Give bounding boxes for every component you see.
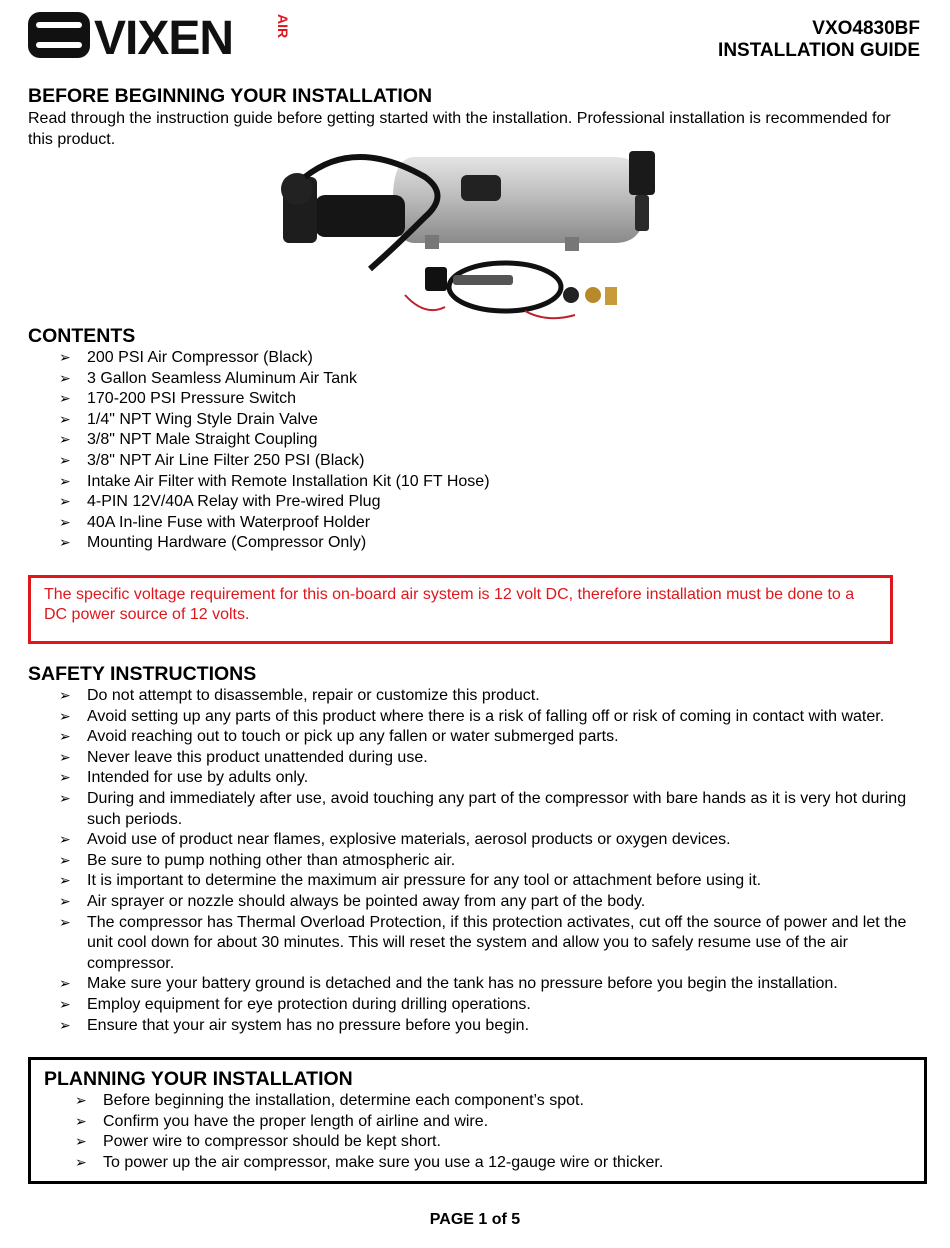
list-item: ➢ Be sure to pump nothing other than atmospheric air. <box>59 851 920 872</box>
safety-heading: SAFETY INSTRUCTIONS <box>28 663 257 685</box>
logo-v-block <box>28 12 90 58</box>
list-item: ➢ 3 Gallon Seamless Aluminum Air Tank <box>59 369 920 390</box>
before-section <box>28 84 920 150</box>
list-item: ➢ 3/8" NPT Air Line Filter 250 PSI (Black) <box>59 451 920 472</box>
list-item: ➢ Air sprayer or nozzle should always be pointed away from any part of the body. <box>59 892 920 913</box>
safety-section <box>28 662 920 1036</box>
list-item: ➢ Power wire to compressor should be kept short. <box>75 1132 912 1153</box>
list-item: ➢ The compressor has Thermal Overload Protection, if this protection activates, cut off the source of power and let the unit cool down for about 30 minutes. This will reset the system and allow you to safely resume use of the air compressor. <box>59 913 920 975</box>
list-item: ➢ 40A In-line Fuse with Waterproof Holder <box>59 513 920 534</box>
list-item: ➢ 170-200 PSI Pressure Switch <box>59 389 920 410</box>
voltage-warning-text: The specific voltage requirement for this on-board air system is 12 volt DC, therefore installation must be done to a DC power source of 12 volts. <box>44 586 855 623</box>
tank-label <box>461 175 501 201</box>
list-item: ➢ Employ equipment for eye protection during drilling operations. <box>59 995 920 1016</box>
planning-list <box>44 1091 912 1173</box>
before-text: Read through the instruction guide before getting started with the installation. Professional installation is recommended for this product. <box>28 110 891 148</box>
safety-list <box>28 686 920 1036</box>
document-header <box>718 18 920 62</box>
list-item: ➢ Mounting Hardware (Compressor Only) <box>59 533 920 554</box>
compressor-motor <box>315 195 405 237</box>
voltage-warning-box <box>28 575 893 644</box>
page-number: PAGE 1 of 5 <box>429 1211 521 1228</box>
list-item: ➢ Intake Air Filter with Remote Installation Kit (10 FT Hose) <box>59 472 920 493</box>
list-item: ➢ Before beginning the installation, determine each component’s spot. <box>75 1091 912 1112</box>
contents-list <box>28 348 920 554</box>
hose-coil <box>449 263 561 311</box>
before-heading: BEFORE BEGINNING YOUR INSTALLATION <box>28 85 433 107</box>
list-item: ➢ Confirm you have the proper length of airline and wire. <box>75 1112 912 1133</box>
logo-brand-text: VIXEN <box>94 12 234 65</box>
list-item: ➢ 3/8" NPT Male Straight Coupling <box>59 430 920 451</box>
list-item: ➢ It is important to determine the maximum air pressure for any tool or attachment before using it. <box>59 871 920 892</box>
planning-heading: PLANNING YOUR INSTALLATION <box>44 1068 353 1090</box>
planning-box <box>28 1057 927 1184</box>
logo-air-text: AIR <box>275 14 291 39</box>
air-tank <box>393 157 647 243</box>
contents-heading: CONTENTS <box>28 325 136 347</box>
list-item: ➢ Make sure your battery ground is detached and the tank has no pressure before you begin the installation. <box>59 974 920 995</box>
list-item: ➢ Intended for use by adults only. <box>59 768 920 789</box>
list-item: ➢ To power up the air compressor, make sure you use a 12-gauge wire or thicker. <box>75 1153 912 1174</box>
list-item: ➢ Avoid use of product near flames, explosive materials, aerosol products or oxygen devices. <box>59 830 920 851</box>
list-item: ➢ 4-PIN 12V/40A Relay with Pre-wired Plug <box>59 492 920 513</box>
air-filter <box>629 151 655 195</box>
vixen-air-logo <box>28 8 291 65</box>
document-title: INSTALLATION GUIDE <box>718 40 920 61</box>
list-item: ➢ 1/4" NPT Wing Style Drain Valve <box>59 410 920 431</box>
list-item: ➢ 200 PSI Air Compressor (Black) <box>59 348 920 369</box>
list-item: ➢ Avoid reaching out to touch or pick up any fallen or water submerged parts. <box>59 727 920 748</box>
list-item: ➢ Never leave this product unattended during use. <box>59 748 920 769</box>
list-item: ➢ Avoid setting up any parts of this product where there is a risk of falling off or risk of coming in contact with water. <box>59 707 920 728</box>
list-item: ➢ During and immediately after use, avoid touching any part of the compressor with bare hands as it is very hot during such periods. <box>59 789 920 830</box>
list-item: ➢ Do not attempt to disassemble, repair or customize this product. <box>59 686 920 707</box>
model-number: VXO4830BF <box>812 18 920 39</box>
product-image <box>275 147 675 325</box>
list-item: ➢ Ensure that your air system has no pressure before you begin. <box>59 1016 920 1037</box>
contents-section <box>28 324 920 554</box>
relay <box>425 267 447 291</box>
